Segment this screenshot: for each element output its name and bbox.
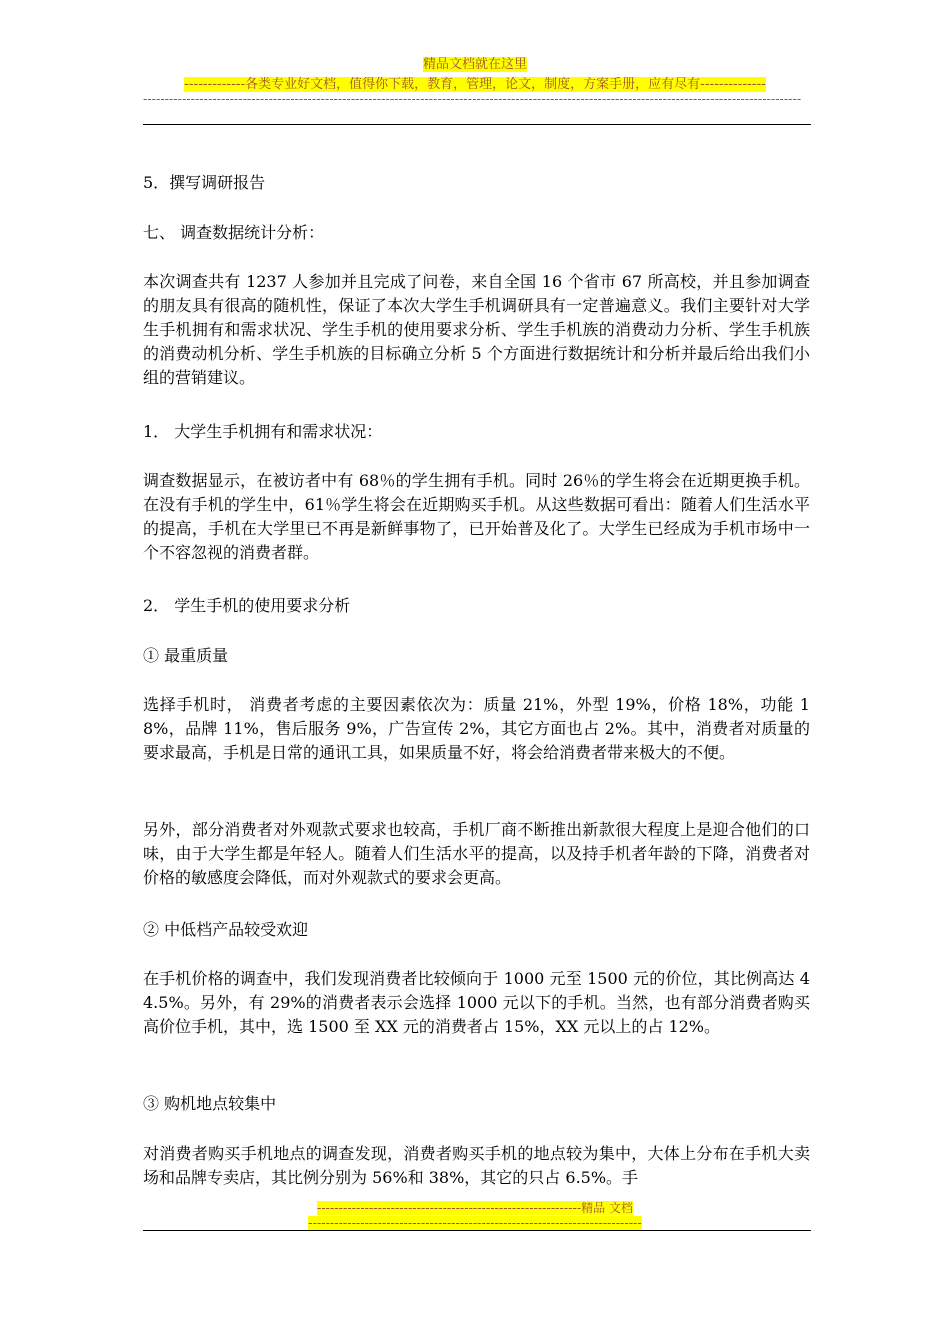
paragraph-4: 在手机价格的调查中，我们发现消费者比较倾向于 1000 元至 1500 元的价位，其比例高达 44.5%。另外，有 29%的消费者表示会选择 1000 元以下的手机。当然，也有部分消费者购买高价位手机，其中，选 1500 至 XX 元的消费者占 15%，XX 元以上的占 12%。: [143, 969, 810, 1036]
item-5-heading: 5．撰写调研报告: [143, 173, 266, 192]
heading-1: 1． 大学生手机拥有和需求状况：: [143, 422, 383, 441]
footer-dashes: -----------------------------------------------------------------------------: [308, 1216, 642, 1230]
header-dashes: --------------------------------------------------------------------------------------------------------------------------------------------------------: [143, 92, 802, 106]
section-7-heading: 七、 调查数据统计分析：: [143, 223, 325, 242]
header-tagline: -------------各类专业好文档，值得你下载，教育，管理，论文，制度，方案手册，应有尽有--------------: [184, 77, 766, 92]
paragraph-5: 对消费者购买手机地点的调查发现，消费者购买手机的地点较为集中，大体上分布在手机大卖场和品牌专卖店，其比例分别为 56%和 38%，其它的只占 6.5%。手: [143, 1144, 810, 1187]
paragraph-3: 另外，部分消费者对外观款式要求也较高，手机厂商不断推出新款很大程度上是迎合他们的口味，由于大学生都是年轻人。随着人们生活水平的提高，以及持手机者年龄的下降，消费者对价格的敏感度会降低，而对外观款式的要求会更高。: [143, 820, 810, 887]
subheading-quality: ① 最重质量: [143, 646, 229, 665]
footer-rule: [143, 1230, 811, 1231]
header-rule: [143, 124, 811, 125]
paragraph-1: 调查数据显示，在被访者中有 68％的学生拥有手机。同时 26％的学生将会在近期更换手机。在没有手机的学生中，61％学生将会在近期购买手机。从这些数据可看出：随着人们生活水平的提高，手机在大学里已不再是新鲜事物了，已开始普及化了。大学生已经成为手机市场中一个不容忽视的消费者群。: [143, 471, 810, 562]
intro-paragraph: 本次调查共有 1237 人参加并且完成了问卷，来自全国 16 个省市 67 所高校，并且参加调查的朋友具有很高的随机性，保证了本次大学生手机调研具有一定普遍意义。我们主要针对大学生手机拥有和需求状况、学生手机的使用要求分析、学生手机族的消费动力分析、学生手机族的消费动机分析、学生手机族的目标确立分析 5 个方面进行数据统计和分析并最后给出我们小组的营销建议。: [143, 272, 810, 387]
paragraph-2: 选择手机时， 消费者考虑的主要因素依次为：质量 21%，外型 19%，价格 18%，功能 18%，品牌 11%，售后服务 9%，广告宣传 2%，其它方面也占 2%。其中，消费者对质量的要求最高，手机是日常的通讯工具，如果质量不好，将会给消费者带来极大的不便。: [143, 695, 810, 762]
header-title: 精品文档就在这里: [422, 57, 527, 72]
heading-2: 2． 学生手机的使用要求分析: [143, 596, 351, 615]
subheading-price: ② 中低档产品较受欢迎: [143, 920, 309, 939]
footer-label: -------------------------------------------------------------精品 文档: [317, 1201, 633, 1215]
subheading-location: ③ 购机地点较集中: [143, 1094, 277, 1113]
